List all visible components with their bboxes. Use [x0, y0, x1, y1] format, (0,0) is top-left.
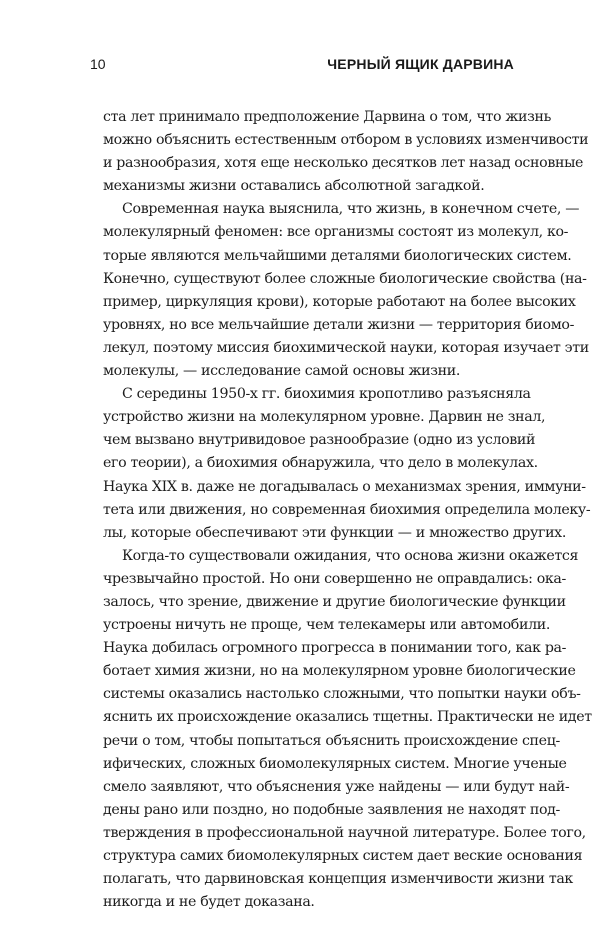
text-line: устройство жизни на молекулярном уровне. Дарвин не знал, [103, 409, 546, 426]
text-line: структура самих биомолекулярных систем дает веские основания [103, 848, 583, 864]
text-line: чрезвычайно простой. Но они совершенно не оправдались: ока- [103, 570, 566, 587]
text-line: ста лет принимало предположение Дарвина о том, что жизнь [103, 109, 552, 125]
text-line: Наука добилась огромного прогресса в понимании того, как ра- [103, 640, 567, 657]
text-line: торые являются мельчайшими деталями биологических систем. [103, 247, 572, 264]
text-line: Конечно, существуют более сложные биологические свойства (на- [103, 270, 587, 287]
text-line: чем вызвано внутривидовое разнообразие (одно из условий [103, 432, 536, 449]
text-line: Наука XIX в. даже не догадывалась о механизмах зрения, иммуни- [103, 478, 586, 495]
paragraph-first-line: Современная наука выяснила, что жизнь, в конечном счете, — [122, 201, 580, 218]
text-line: устроены ничуть не проще, чем телекамеры или автомобили. [103, 617, 551, 634]
page-number: 10 [90, 56, 106, 72]
text-line: уровнях, но все мельчайшие детали жизни — территория биомо- [103, 316, 575, 333]
page-header [90, 56, 514, 78]
text-line: пример, циркуляция крови), которые работают на более высоких [103, 293, 576, 310]
text-line: дены рано или поздно, но подобные заявления не находят под- [103, 801, 560, 818]
paragraph-end-line: никогда и не будет доказана. [103, 894, 315, 911]
paragraph-first-line: Когда-то существовали ожидания, что основа жизни окажется [122, 547, 579, 564]
body-text [103, 106, 592, 914]
text-line: молекулярный феномен: все организмы состоят из молекул, ко- [103, 224, 569, 241]
text-line: тверждения в профессиональной научной литературе. Более того, [103, 824, 586, 841]
paragraph-end-line: лы, которые обеспечивают эти функции — и множество других. [103, 524, 566, 541]
text-line: системы оказались настолько сложными, что попытки науки объ- [103, 686, 581, 703]
text-line: можно объяснить естественным отбором в условиях изменчивости [103, 132, 589, 149]
text-line: тета или движения, но современная биохимия определила молеку- [103, 501, 591, 518]
text-line: и разнообразия, хотя еще несколько десятков лет назад основные [103, 155, 584, 172]
text-line: ифических, сложных биомолекулярных систем. Многие ученые [103, 755, 567, 772]
text-line: полагать, что дарвиновская концепция изменчивости жизни так [103, 871, 573, 888]
text-line: яснить их происхождение оказались тщетны. Практически не идет [103, 709, 592, 726]
paragraph-end-line: механизмы жизни оставались абсолютной загадкой. [103, 178, 485, 195]
text-line: его теории), а биохимия обнаружила, что дело в молекулах. [103, 455, 538, 472]
running-title: ЧЕРНЫЙ ЯЩИК ДАРВИНА [327, 56, 514, 72]
paragraph-end-line: молекулы, — исследование самой основы жизни. [103, 363, 461, 380]
text-line: смело заявляют, что объяснения уже найдены — или будут най- [103, 778, 570, 795]
paragraph-first-line: С середины 1950-х гг. биохимия кропотливо разъясняла [122, 386, 531, 403]
text-line: лекул, поэтому миссия биохимической науки, которая изучает эти [103, 339, 589, 356]
text-line: речи о том, чтобы попытаться объяснить происхождение спец- [103, 732, 560, 749]
text-line: ботает химия жизни, но на молекулярном уровне биологические [103, 663, 576, 680]
text-line: залось, что зрение, движение и другие биологические функции [103, 593, 566, 610]
